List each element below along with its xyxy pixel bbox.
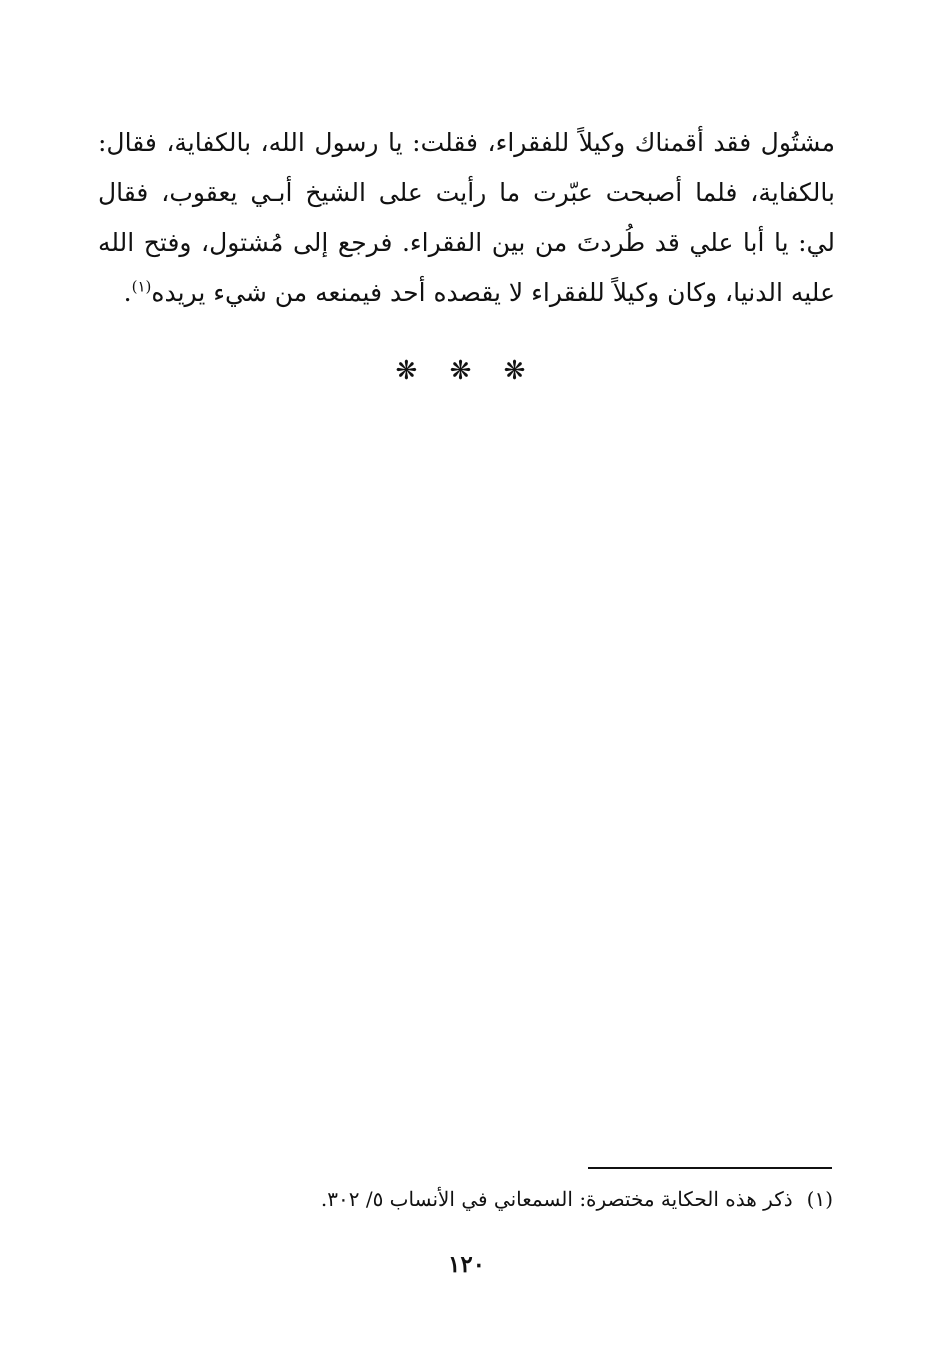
- footnote-number: (١): [806, 1187, 833, 1211]
- text-line-content: عليه الدنيا، وكان وكيلاً للفقراء لا يقصده أحد فيمنعه من شيء يريده: [151, 278, 835, 307]
- text-line: بالكفاية، فلما أصبحت عبّرت ما رأيت على الشيخ أبـي يعقوب، فقال: [98, 178, 835, 207]
- line-end-punctuation: .: [123, 278, 132, 307]
- section-separator: ❋ ❋ ❋: [395, 356, 538, 386]
- page-number: ١٢٠: [447, 1251, 486, 1278]
- footnote-divider: [588, 1167, 832, 1169]
- text-line-last: [98, 268, 835, 318]
- footnote-reference[interactable]: (١): [131, 277, 152, 296]
- footnote-text: ذكر هذه الحكاية مختصرة: السمعاني في الأنساب ٥/ ٣٠٢.: [320, 1187, 793, 1211]
- text-line: لي: يا أبا علي قد طُردتَ من بين الفقراء. فرجع إلى مُشتول، وفتح الله: [98, 228, 835, 257]
- footnote: [233, 1184, 833, 1214]
- main-text: [98, 118, 835, 318]
- text-line: مشتُول فقد أقمناك وكيلاً للفقراء، فقلت: يا رسول الله، بالكفاية، فقال:: [98, 128, 835, 157]
